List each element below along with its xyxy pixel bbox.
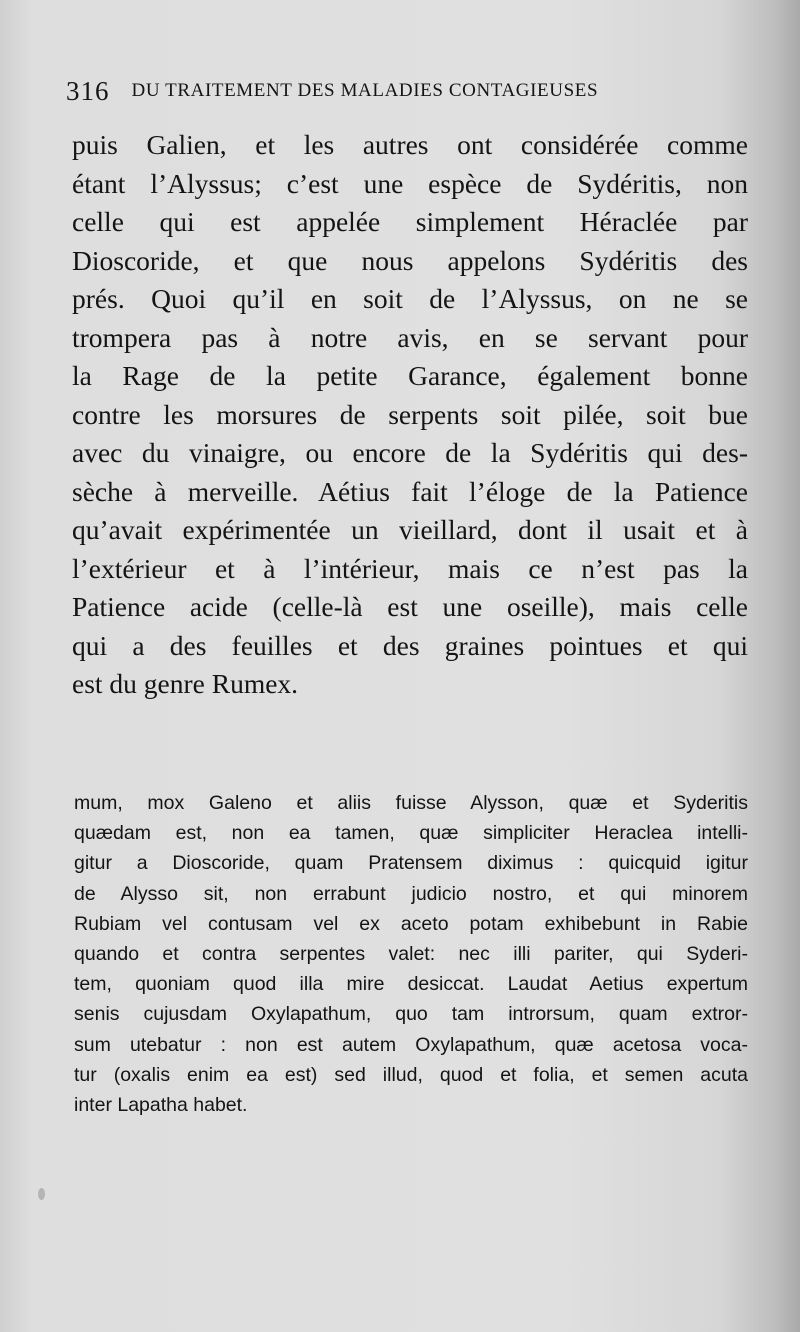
page-header [66, 76, 746, 106]
body-line: Patience acide (celle-là est une oseille), mais celle [72, 591, 748, 622]
latin-line: de Alysso sit, non errabunt judicio nostro, et qui minorem [74, 882, 748, 905]
running-head: DU TRAITEMENT DES MALADIES CONTAGIEUSES [131, 80, 599, 101]
body-line: qu’avait expérimentée un vieillard, dont il usait et à [72, 514, 748, 545]
body-line: est du genre Rumex. [72, 668, 299, 699]
page-number: 316 [66, 75, 110, 106]
body-line: puis Galien, et les autres ont considérée comme [72, 129, 748, 160]
body-line: la Rage de la petite Garance, également bonne [72, 360, 748, 391]
french-body-text [72, 126, 748, 704]
body-line: prés. Quoi qu’il en soit de l’Alyssus, on ne se [72, 283, 748, 314]
latin-line: sum utebatur : non est autem Oxylapathum, quæ acetosa voca- [74, 1033, 748, 1056]
latin-line: tem, quoniam quod illa mire desiccat. Laudat Aetius expertum [74, 973, 748, 996]
latin-line: gitur a Dioscoride, quam Pratensem diximus : quicquid igitur [74, 852, 748, 875]
body-line: sèche à merveille. Aétius fait l’éloge de la Patience [72, 475, 748, 507]
body-line: avec du vinaigre, ou encore de la Sydéritis qui des- [72, 437, 748, 468]
latin-line: mum, mox Galeno et aliis fuisse Alysson, quæ et Syderitis [74, 792, 748, 814]
body-line: celle qui est appelée simplement Héraclée par [72, 206, 748, 237]
body-line: l’extérieur et à l’intérieur, mais ce n’est pas la [72, 552, 748, 584]
latin-line: tur (oxalis enim ea est) sed illud, quod et folia, et semen acuta [74, 1063, 748, 1086]
latin-line: quando et contra serpentes valet: nec illi pariter, qui Syderi- [74, 942, 748, 965]
latin-line: inter Lapatha habet. [74, 1093, 248, 1116]
body-line: étant l’Alyssus; c’est une espèce de Sydéritis, non [72, 167, 748, 199]
latin-line: senis cujusdam Oxylapathum, quo tam introrsum, quam extror- [74, 1003, 748, 1026]
body-line: trompera pas à notre avis, en se servant pour [72, 321, 748, 353]
body-line: contre les morsures de serpents soit pilée, soit bue [72, 398, 748, 430]
paper-speck [38, 1188, 45, 1200]
latin-line: Rubiam vel contusam vel ex aceto potam exhibebunt in Rabie [74, 912, 748, 935]
body-line: Dioscoride, et que nous appelons Sydéritis des [72, 244, 748, 276]
latin-line: quædam est, non ea tamen, quæ simpliciter Heraclea intelli- [74, 822, 748, 845]
body-line: qui a des feuilles et des graines pointues et qui [72, 629, 748, 661]
latin-footnote-text [74, 788, 748, 1120]
